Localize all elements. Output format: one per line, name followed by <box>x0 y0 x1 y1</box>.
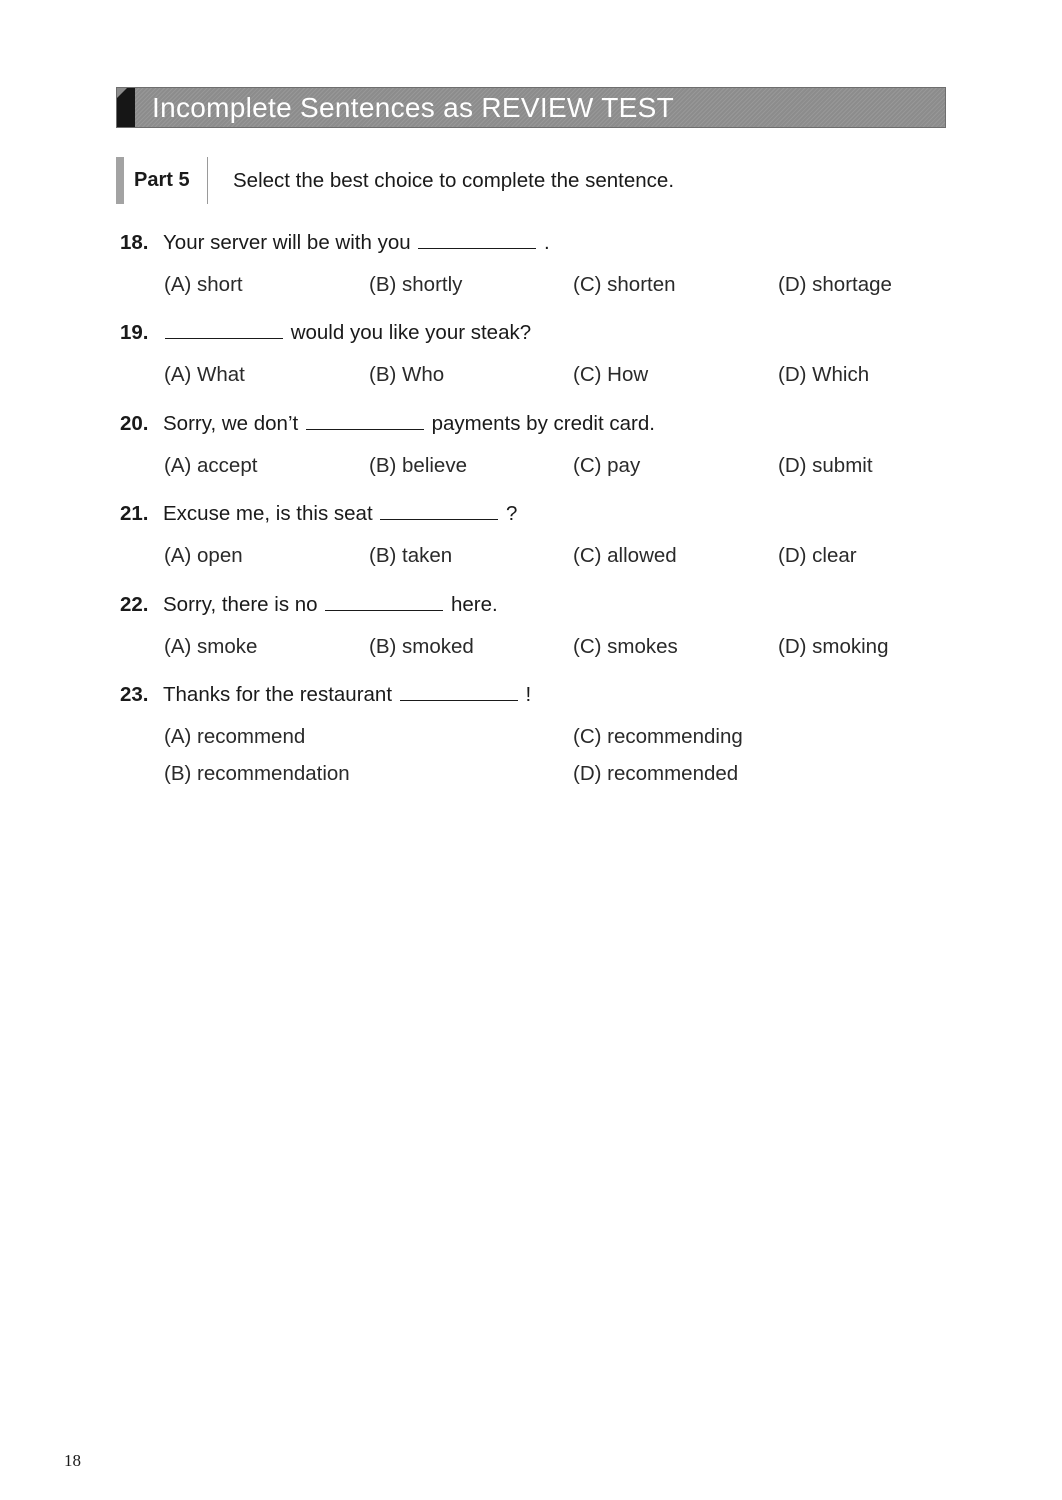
section-header <box>116 87 946 128</box>
option-19-a[interactable]: (A) What <box>164 363 245 386</box>
option-18-b[interactable]: (B) shortly <box>369 273 463 296</box>
question-text-before: Your server will be with you <box>163 231 411 254</box>
option-21-a[interactable]: (A) open <box>164 544 243 567</box>
question-number: 18. <box>120 231 149 254</box>
question-20 <box>120 409 940 439</box>
section-title: Incomplete Sentences as REVIEW TEST <box>152 92 674 123</box>
question-18 <box>120 228 940 258</box>
answer-blank <box>306 413 424 430</box>
question-text-before: Thanks for the restaurant <box>163 683 393 706</box>
option-22-c[interactable]: (C) smokes <box>573 635 678 658</box>
option-18-c[interactable]: (C) shorten <box>573 273 676 296</box>
option-20-c[interactable]: (C) pay <box>573 454 641 477</box>
question-text-after: ! <box>525 683 532 706</box>
question-23 <box>120 680 940 710</box>
part-bar-marker <box>116 157 124 204</box>
part-instruction-row <box>116 157 946 204</box>
question-number: 22. <box>120 593 149 616</box>
option-20-d[interactable]: (D) submit <box>778 454 873 477</box>
answer-blank <box>325 594 443 611</box>
question-21 <box>120 499 940 529</box>
option-22-b[interactable]: (B) smoked <box>369 635 474 658</box>
answer-blank <box>165 322 283 339</box>
option-21-d[interactable]: (D) clear <box>778 544 857 567</box>
option-23-b[interactable]: (B) recommendation <box>164 762 350 785</box>
page-number: 18 <box>64 1451 81 1470</box>
answer-blank <box>418 232 536 249</box>
option-23-d[interactable]: (D) recommended <box>573 762 739 785</box>
option-20-b[interactable]: (B) believe <box>369 454 467 477</box>
question-text-after: . <box>544 231 550 254</box>
question-number: 23. <box>120 683 149 706</box>
option-19-c[interactable]: (C) How <box>573 363 649 386</box>
question-text-after: would you like your steak? <box>290 321 532 344</box>
option-22-d[interactable]: (D) smoking <box>778 635 889 658</box>
option-22-a[interactable]: (A) smoke <box>164 635 258 658</box>
answer-blank <box>400 684 518 701</box>
option-18-a[interactable]: (A) short <box>164 273 243 296</box>
option-20-a[interactable]: (A) accept <box>164 454 258 477</box>
question-text-before: Sorry, there is no <box>163 593 318 616</box>
option-19-d[interactable]: (D) Which <box>778 363 870 386</box>
header-tab-marker <box>117 88 135 127</box>
option-23-a[interactable]: (A) recommend <box>164 725 306 748</box>
question-number: 19. <box>120 321 149 344</box>
question-text-before: Excuse me, is this seat <box>163 502 373 525</box>
question-text-after: payments by credit card. <box>431 412 655 435</box>
question-22 <box>120 590 940 620</box>
question-number: 21. <box>120 502 149 525</box>
option-23-c[interactable]: (C) recommending <box>573 725 743 748</box>
part-divider <box>207 157 208 204</box>
question-text-before: Sorry, we don’t <box>163 412 299 435</box>
option-19-b[interactable]: (B) Who <box>369 363 445 386</box>
option-18-d[interactable]: (D) shortage <box>778 273 892 296</box>
question-text-after: ? <box>506 502 518 525</box>
option-21-c[interactable]: (C) allowed <box>573 544 677 567</box>
part-label: Part 5 <box>134 169 190 191</box>
question-text-after: here. <box>450 593 498 616</box>
option-21-b[interactable]: (B) taken <box>369 544 453 567</box>
question-number: 20. <box>120 412 149 435</box>
part-instruction: Select the best choice to complete the sentence. <box>233 169 675 192</box>
answer-blank <box>380 503 498 520</box>
question-19 <box>120 318 940 348</box>
